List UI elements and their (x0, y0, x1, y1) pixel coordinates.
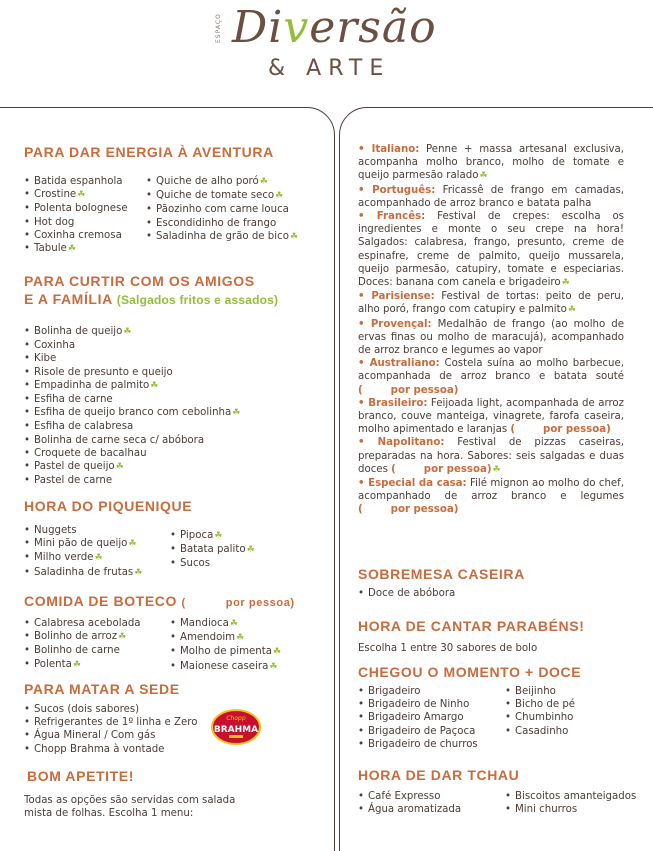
list-item: • Tabule☘ (24, 242, 128, 256)
list-item: • Biscoitos amanteigados (505, 790, 636, 803)
list-item: • Sucos (dois sabores) (24, 703, 197, 716)
leaf-icon: ☘ (272, 647, 282, 658)
sede-list (24, 703, 197, 756)
list-item: • Bolinha de carne seca c/ abóbora (24, 434, 240, 447)
menu-item-desc: Costela suína ao molho barbecue, acompanhada de arroz branco e batata souté (358, 358, 624, 383)
list-item: • Bolinha de queijo☘ (24, 325, 240, 339)
list-item: • Quiche de alho poró☘ (146, 175, 298, 189)
list-item: • Casadinho (505, 725, 575, 738)
menu-item-desc: Medalhão de frango (ao molho de ervas finas ou molho de maracujá), acompanhado de arroz branco e legumes ao vapor (358, 318, 624, 357)
leaf-icon: ☘ (214, 531, 223, 541)
leaf-icon: ☘ (229, 619, 238, 629)
list-item: • Beijinho (505, 685, 575, 698)
tchau-list-2 (505, 790, 636, 816)
list-item: • Milho verde☘ (24, 551, 142, 565)
boteco-list-1 (24, 617, 141, 672)
list-item: • Maionese caseira☘ (170, 660, 281, 674)
menu-item-price: ( por pessoa) (358, 384, 459, 396)
leaf-icon: ☘ (72, 659, 81, 670)
list-item: • Brigadeiro de churros (358, 738, 478, 751)
list-item: • Coxinha cremosa (24, 229, 128, 242)
amigos-title: PARA CURTIR COM OS AMIGOS (24, 273, 255, 289)
menu-item-desc: Filé mignon ao molho do chef, acompanhado de arroz branco e legumes (358, 478, 625, 503)
menu-item-name: • Francês: (358, 211, 426, 223)
list-item: • Kibe (24, 352, 240, 365)
piquenique-title: HORA DO PIQUENIQUE (24, 498, 193, 514)
menu-item-name: • Português: (358, 184, 436, 196)
list-item: • Mini pão de queijo☘ (24, 537, 142, 551)
list-item: • Batata palito☘ (170, 543, 255, 557)
list-item: • Esfiha de carne (24, 393, 240, 406)
leaf-icon: ☘ (118, 632, 127, 643)
apetite-text: Todas as opções são servidas com salada mista de folhas. Escolha 1 menu: (24, 795, 236, 820)
list-item: • Empadinha de palmito☘ (24, 379, 240, 393)
list-item: • Risole de presunto e queijo (24, 366, 240, 379)
list-item: • Esfiha de calabresa (24, 420, 240, 433)
energia-list-2 (146, 175, 298, 244)
leaf-icon: ☘ (134, 567, 143, 578)
list-item: • Hot dog (24, 216, 128, 229)
menu-item (358, 290, 624, 317)
sobremesa-list (358, 587, 455, 600)
menu-item-desc: Penne + massa artesanal exclusiva, acompanha molho branco, molho de tomate e queijo parmesão ralado (358, 144, 624, 182)
leaf-icon: ☘ (77, 190, 86, 201)
list-item: • Pãozinho com carne louca (146, 203, 298, 216)
list-item: • Refrigerantes de 1º linha e Zero (24, 716, 197, 729)
list-item: • Nuggets (24, 524, 142, 537)
menu-item-desc: Festival de pizzas caseiras, preparadas na hora. Sabores: seis salgadas e duas doces (358, 437, 624, 475)
list-item: • Saladinha de frutas☘ (24, 566, 142, 580)
tchau-list-1 (358, 790, 461, 816)
boteco-list-2 (170, 617, 281, 674)
parabens-text: Escolha 1 entre 30 sabores de bolo (358, 643, 538, 654)
leaf-icon: ☘ (94, 553, 103, 564)
list-item: • Brigadeiro de Ninho (358, 698, 478, 711)
list-item: • Saladinha de grão de bico☘ (146, 230, 298, 244)
leaf-icon: ☘ (492, 464, 501, 475)
list-item: • Bolinho de carne (24, 644, 141, 657)
menu-item-name: • Provençal: (358, 318, 432, 330)
apetite-title: BOM APETITE! (27, 768, 135, 784)
menu-item-desc: Fricassê de frango em camadas, acompanhado de arroz branco e batata palha (358, 184, 624, 209)
leaf-icon: ☘ (67, 244, 76, 255)
list-item: • Amendoim☘ (170, 631, 281, 645)
list-item: • Crostine☘ (24, 188, 128, 202)
leaf-icon: ☘ (259, 177, 268, 187)
menu-item (358, 143, 624, 184)
list-item: • Água Mineral / Com gás (24, 729, 197, 742)
boteco-title: COMIDA DE BOTECO ( por pessoa) (24, 593, 295, 609)
menu-item (358, 436, 624, 477)
list-item: • Pipoca☘ (170, 529, 255, 543)
list-item: • Croquete de bacalhau (24, 447, 240, 460)
sede-title: PARA MATAR A SEDE (24, 681, 180, 697)
menu-item-price: ( por pessoa) (358, 504, 459, 516)
list-item: • Coxinha (24, 339, 240, 352)
list-item: • Mandioca☘ (170, 617, 281, 631)
menu-item (358, 210, 624, 290)
doce-title: CHEGOU O MOMENTO + DOCE (358, 664, 582, 680)
amigos-subtitle: (Salgados fritos e assados) (116, 293, 279, 307)
list-item: • Pastel de carne (24, 474, 240, 487)
logo-brand: Diversão (232, 2, 437, 53)
leaf-icon: ☘ (561, 278, 570, 289)
menu-options (358, 143, 624, 517)
list-item: • Bolinho de arroz☘ (24, 630, 141, 644)
list-item: • Polenta bolognese (24, 202, 128, 215)
logo-espaco: ESPAÇO (215, 13, 222, 43)
menu-item (358, 184, 624, 210)
sobremesa-title: SOBREMESA CASEIRA (358, 566, 525, 582)
menu-item-price: ( por pessoa) (391, 463, 492, 475)
doce-list-2 (505, 685, 575, 738)
leaf-icon: ☘ (150, 380, 159, 391)
doce-list-1 (358, 685, 478, 751)
menu-item-name: • Napolitano: (358, 437, 445, 449)
list-item: • Calabresa acebolada (24, 617, 141, 630)
menu-item (358, 318, 624, 358)
brahma-logo-top: Chopp (226, 715, 246, 722)
amigos-title-2: E A FAMÍLIA (Salgados fritos e assados) (24, 291, 279, 307)
tchau-title: HORA DE DAR TCHAU (358, 767, 520, 783)
amigos-list (24, 325, 240, 487)
menu-item-name: • Especial da casa: (358, 478, 467, 490)
list-item: • Água aromatizada (358, 803, 461, 816)
brahma-logo-text: BRAHMA (213, 725, 259, 735)
menu-item-desc: Feijoada light, acompanhada de arroz branco, couve manteiga, vinagrete, farofa caseira, molho apimentado e laranjas (358, 397, 624, 436)
energia-title: PARA DAR ENERGIA À AVENTURA (24, 144, 274, 160)
list-item: • Mini churros (505, 803, 636, 816)
list-item: • Polenta☘ (24, 658, 141, 672)
piquenique-list-1 (24, 524, 142, 580)
list-item: • Doce de abóbora (358, 587, 455, 600)
leaf-icon: ☘ (128, 539, 137, 550)
list-item: • Quiche de tomate seco☘ (146, 189, 298, 203)
leaf-icon: ☘ (115, 462, 124, 473)
menu-item-name: • Italiano: (358, 144, 420, 155)
menu-item-name: • Parisiense: (358, 291, 435, 303)
list-item: • Pastel de queijo☘ (24, 460, 240, 474)
menu-item-price: ( por pessoa) (510, 424, 611, 436)
list-item: • Café Expresso (358, 790, 461, 803)
energia-list-1 (24, 175, 128, 256)
menu-item (358, 357, 624, 397)
leaf-icon: ☘ (123, 327, 132, 337)
leaf-icon: ☘ (246, 545, 255, 556)
list-item: • Escondidinho de frango (146, 217, 298, 230)
menu-item-desc: Festival de tortas: peito de peru, alho poró, frango com catupiry e palmito (358, 291, 624, 316)
list-item: • Chopp Brahma à vontade (24, 743, 197, 756)
leaf-icon: ☘ (275, 191, 284, 202)
leaf-icon: ☘ (236, 633, 245, 644)
menu-item-name: • Australiano: (358, 358, 440, 370)
list-item: • Bicho de pé (505, 698, 575, 711)
list-item: • Brigadeiro Amargo (358, 711, 478, 724)
leaf-icon: ☘ (289, 231, 299, 242)
list-item: • Brigadeiro de Paçoca (358, 725, 478, 738)
menu-item-name: • Brasileiro: (358, 397, 428, 409)
leaf-icon: ☘ (567, 305, 576, 316)
brahma-logo (211, 708, 261, 746)
leaf-icon: ☘ (269, 661, 278, 672)
menu-item (358, 397, 624, 437)
logo (0, 0, 653, 100)
list-item: • Sucos (170, 557, 255, 570)
logo-subtitle: & ARTE (268, 56, 391, 81)
list-item: • Esfiha de queijo branco com cebolinha☘ (24, 406, 240, 420)
leaf-icon: ☘ (479, 171, 488, 182)
list-item: • Chumbinho (505, 711, 575, 724)
list-item: • Batida espanhola (24, 175, 128, 188)
menu-item (358, 477, 624, 517)
list-item: • Brigadeiro (358, 685, 478, 698)
leaf-icon: ☘ (232, 408, 241, 419)
list-item: • Molho de pimenta☘ (170, 645, 281, 659)
menu-item-desc: Festival de crepes: escolha os ingredientes e monte o seu crepe na hora! Salgados: calabresa, frango, presunto, creme de espinafre, creme de palmito, queijo mussarela, queijo parmesão, catupiry, tomate e especiarias. Doces: banana com canela e brigadeiro (358, 211, 624, 289)
parabens-title: HORA DE CANTAR PARABÉNS! (358, 618, 585, 634)
piquenique-list-2 (170, 529, 255, 571)
